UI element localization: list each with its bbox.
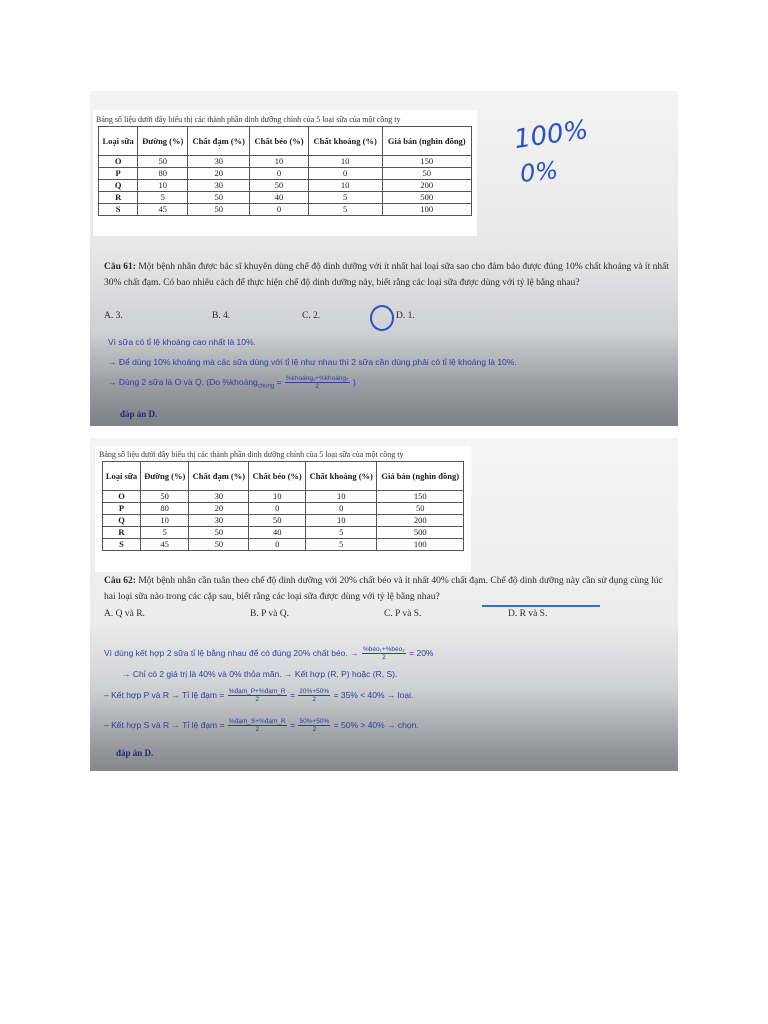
table-cell: 5 [306, 527, 377, 539]
solution-62-line-3: – Kết hợp P và R → Tỉ lệ đạm = $\frac{\text{\%đạm\_P+\%đạm\_R}}{2}$ = $\frac{20\%+50\%}{2}$ = 35% < 40% → loại. [104, 688, 414, 703]
fraction-denominator: 2 [312, 696, 317, 703]
fraction [285, 375, 350, 390]
fraction [298, 688, 330, 703]
option-b: B. P và Q. [250, 609, 289, 619]
table-cell: Q [99, 180, 138, 192]
table-cell: 50 [382, 168, 471, 180]
table-cell: 45 [141, 539, 189, 551]
table-cell: O [99, 156, 138, 168]
table-cell: 5 [141, 527, 189, 539]
table-cell: P [99, 168, 138, 180]
fraction-denominator: 2 [255, 696, 259, 703]
table-title: Bảng số liệu dưới đây biểu thị các thành phần dinh dưỡng chính của 5 loại sữa của một công ty [99, 450, 404, 459]
option-a: A. Q và R. [104, 609, 145, 619]
table-cell: S [99, 204, 138, 216]
solution-61-line-3 [108, 375, 356, 390]
answer-61: đáp án D. [120, 409, 158, 419]
table-row [99, 204, 472, 216]
table-row [103, 491, 464, 503]
table-header-cell: Loại sữa [103, 462, 141, 491]
table-row [99, 180, 472, 192]
answer-circle-mark [370, 305, 394, 331]
table-cell: 30 [188, 180, 250, 192]
table-cell: 0 [306, 503, 377, 515]
table-cell: 0 [308, 168, 382, 180]
table-header-cell: Chất béo (%) [250, 127, 308, 156]
option-d: D. 1. [396, 311, 415, 321]
table-cell: 5 [138, 192, 188, 204]
solution-close: ) [352, 376, 356, 387]
fraction-numerator: 20%+50% [299, 688, 330, 695]
table-header-cell: Chất đạm (%) [188, 127, 250, 156]
fraction-denominator: 2 [315, 383, 320, 390]
table-body [103, 491, 464, 551]
solution-text: → Dùng 2 sữa là O và Q. (Do %khoáng [108, 376, 258, 387]
handwritten-note-0: 0% [518, 156, 560, 188]
fraction-denominator: 2 [382, 654, 386, 661]
table-cell: 0 [250, 204, 308, 216]
fraction-denominator: 2 [312, 726, 317, 733]
table-header-cell: Giá bán (nghìn đồng) [377, 462, 464, 491]
table-header-cell: Chất béo (%) [249, 462, 306, 491]
table-cell: R [103, 527, 141, 539]
question-62-text [104, 573, 676, 605]
fraction [298, 718, 330, 733]
table-cell: 5 [308, 204, 382, 216]
option-c: C. P và S. [384, 609, 422, 619]
table-cell: 150 [377, 491, 464, 503]
table-cell: 10 [308, 156, 382, 168]
fraction-numerator: %béo₁+%béo₂ [363, 646, 405, 653]
question-61-panel [90, 91, 678, 426]
handwritten-note-100: 100% [512, 114, 591, 156]
fraction-numerator: 50%+50% [299, 718, 330, 725]
table-cell: 40 [249, 527, 306, 539]
solution-61-line-1: Vì sữa có tỉ lệ khoáng cao nhất là 10%. [108, 337, 256, 347]
table-cell: P [103, 503, 141, 515]
table-cell: 5 [306, 539, 377, 551]
table-cell: 500 [382, 192, 471, 204]
table-cell: 10 [308, 180, 382, 192]
solution-result: = 50% > 40% → chọn. [333, 719, 419, 730]
nutrition-table [98, 126, 472, 216]
nutrition-table [102, 461, 464, 551]
table-cell: 100 [382, 204, 471, 216]
table-cell: 20 [189, 503, 249, 515]
fraction [228, 688, 287, 703]
table-row [99, 156, 472, 168]
table-cell: 30 [189, 515, 249, 527]
question-62-panel [90, 438, 678, 771]
table-cell: 200 [377, 515, 464, 527]
table-header-cell: Chất khoáng (%) [308, 127, 382, 156]
option-a: A. 3. [104, 311, 123, 321]
table-cell: 50 [138, 156, 188, 168]
table-cell: 150 [382, 156, 471, 168]
question-61-text [104, 259, 676, 291]
option-b: B. 4. [212, 311, 231, 321]
table-cell: 0 [249, 539, 306, 551]
table-row [103, 503, 464, 515]
table-header-cell: Đường (%) [141, 462, 189, 491]
table-cell: 20 [188, 168, 250, 180]
table-cell: 45 [138, 204, 188, 216]
table-cell: 10 [138, 180, 188, 192]
question-body: Một bệnh nhân cần tuân theo chế độ dinh dưỡng với 20% chất béo và ít nhất 40% chất đạm. Chế độ dinh dưỡng này cần sử dụng cùng lúc hai loại sữa nào trong các cặp sau, biết rằng các loại sữa được dùng với tỷ lệ bằng nhau? [104, 576, 663, 602]
question-label: Câu 61: [104, 262, 136, 272]
table-cell: 100 [377, 539, 464, 551]
table-cell: 50 [377, 503, 464, 515]
table-cell: Q [103, 515, 141, 527]
table-cell: S [103, 539, 141, 551]
table-header-cell: Đường (%) [138, 127, 188, 156]
table-cell: 10 [250, 156, 308, 168]
table-cell: 30 [189, 491, 249, 503]
table-cell: 5 [308, 192, 382, 204]
table-header-cell: Loại sữa [99, 127, 138, 156]
solution-result: = 35% < 40% → loại. [333, 689, 414, 700]
fraction [228, 718, 287, 733]
solution-text: Vì dùng kết hợp 2 sữa tỉ lệ bằng nhau để có đúng 20% chất béo. → [104, 647, 359, 658]
question-label: Câu 62: [104, 576, 136, 586]
table-cell: 30 [188, 156, 250, 168]
solution-subscript: chung [257, 383, 275, 390]
table-row [103, 539, 464, 551]
table-cell: 10 [141, 515, 189, 527]
table-row [99, 168, 472, 180]
solution-text: – Kết hợp P và R → Tỉ lệ đạm = [104, 689, 225, 700]
solution-62-line-2: → Chỉ có 2 giá trị là 40% và 0% thỏa mãn. → Kết hợp (R, P) hoặc (R, S). [122, 669, 398, 679]
question-62-options [104, 609, 676, 623]
table-cell: 50 [188, 192, 250, 204]
table-cell: 50 [249, 515, 306, 527]
table-cell: 0 [250, 168, 308, 180]
table-header-row [99, 127, 472, 156]
fraction [362, 646, 406, 661]
fraction-numerator: %đạm_P+%đạm_R [228, 688, 286, 695]
table-cell: 50 [188, 204, 250, 216]
solution-equals: = [274, 376, 284, 387]
table-cell: R [99, 192, 138, 204]
answer-62: đáp án D. [116, 748, 154, 758]
option-d: D. R và S. [508, 609, 548, 619]
table-cell: 10 [306, 491, 377, 503]
highlight-underline [482, 605, 600, 607]
table-cell: 10 [249, 491, 306, 503]
table-cell: 50 [141, 491, 189, 503]
table-header-cell: Giá bán (nghìn đồng) [382, 127, 471, 156]
table-row [103, 515, 464, 527]
table-cell: 10 [306, 515, 377, 527]
table-cell: 80 [141, 503, 189, 515]
solution-61-line-2: → Để dùng 10% khoáng mà các sữa dùng với tỉ lệ như nhau thì 2 sữa cần dùng phải có tỉ lệ khoáng là 10%. [108, 357, 517, 367]
table-cell: 50 [250, 180, 308, 192]
fraction-numerator: %đạm_S+%đạm_R [228, 718, 286, 725]
table-cell: 80 [138, 168, 188, 180]
solution-text: – Kết hợp S và R → Tỉ lệ đạm = [104, 719, 225, 730]
table-cell: 50 [189, 539, 249, 551]
table-cell: 40 [250, 192, 308, 204]
table-header-cell: Chất đạm (%) [189, 462, 249, 491]
table-cell: 500 [377, 527, 464, 539]
table-row [99, 192, 472, 204]
solution-62-line-4: – Kết hợp S và R → Tỉ lệ đạm = $\frac{\text{\%đạm\_S+\%đạm\_R}}{2}$ = $\frac{50\%+50\%}{2}$ = 50% > 40% → chọn. [104, 718, 419, 733]
table-cell: O [103, 491, 141, 503]
table-title: Bảng số liệu dưới đây biểu thị các thành phần dinh dưỡng chính của 5 loại sữa của một công ty [96, 115, 401, 124]
table-body [99, 156, 472, 216]
solution-result: = 20% [409, 647, 434, 658]
table-cell: 50 [189, 527, 249, 539]
option-c: C. 2. [302, 311, 321, 321]
solution-62-line-1 [104, 646, 434, 661]
fraction-numerator: %khoáng₁+%khoáng₂ [285, 375, 349, 382]
table-cell: 0 [249, 503, 306, 515]
question-body: Một bệnh nhân được bác sĩ khuyên dùng chế độ dinh dưỡng với ít nhất hai loại sữa sao cho đảm bảo được đúng 10% chất khoáng và ít nhất 30% chất đạm. Có bao nhiêu cách để thực hiện chế độ dinh dưỡng này, biết rằng các loại sữa được dùng với tỷ lệ bằng nhau? [104, 262, 669, 288]
table-header-row [103, 462, 464, 491]
table-header-cell: Chất khoáng (%) [306, 462, 377, 491]
fraction-denominator: 2 [255, 726, 260, 733]
table-row [103, 527, 464, 539]
table-cell: 200 [382, 180, 471, 192]
